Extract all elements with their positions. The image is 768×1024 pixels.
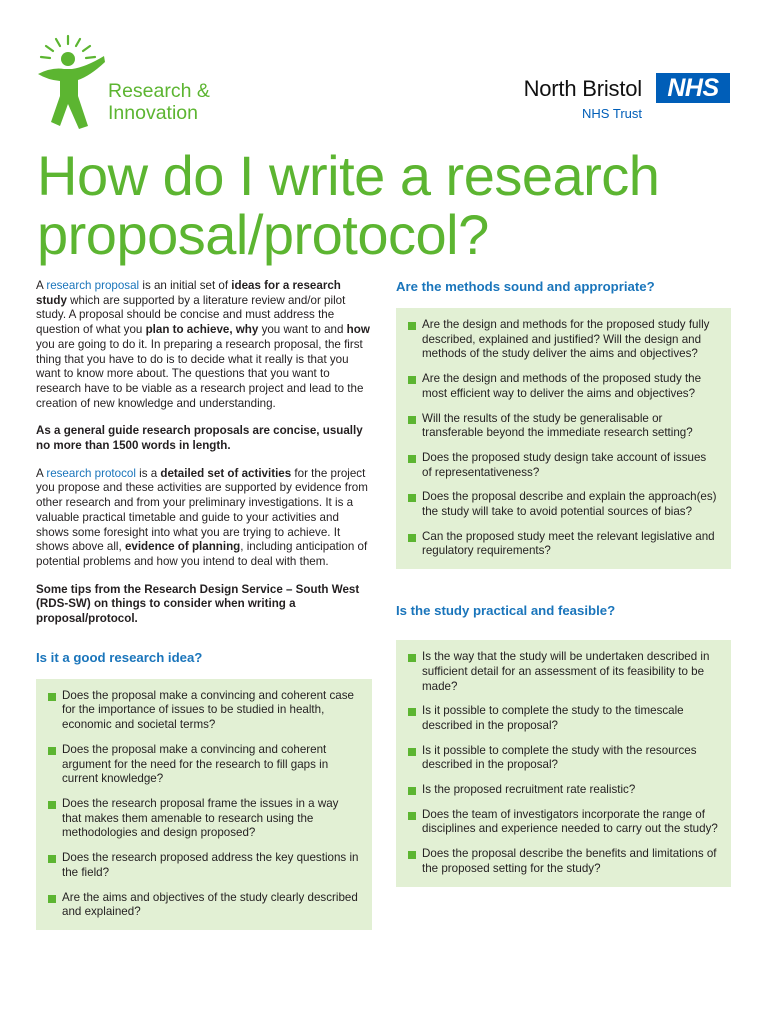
logo-text-line1: Research & <box>108 80 210 102</box>
list-item <box>408 530 719 559</box>
list-item-text: Are the design and methods for the proposed study fully described, explained and justified? Will the design and methods of the study deliver the aims and objectives? <box>422 318 710 361</box>
org-name: North Bristol <box>523 76 642 101</box>
page-title <box>37 146 737 264</box>
intro-paragraph-tips: Some tips from the Research Design Service – South West (RDS-SW) on things to consider when writing a proposal/protocol. <box>36 582 360 626</box>
emphasis-text: detailed set of activities <box>160 466 292 480</box>
list-item <box>408 704 719 733</box>
body-text: you want to and <box>258 323 347 337</box>
org-subtitle: NHS Trust <box>582 106 642 121</box>
square-bullet-icon <box>408 654 416 662</box>
section-heading-practical: Is the study practical and feasible? <box>396 603 616 619</box>
person-figure-icon <box>34 34 106 130</box>
body-text: , including anticipation of potential problems and how you intend to deal with them. <box>36 540 368 568</box>
square-bullet-icon <box>408 851 416 859</box>
list-item-text: Does the proposal describe and explain the approach(es) the study will take to avoid potential sources of bias? <box>422 490 717 519</box>
list-item-text: Are the aims and objectives of the study clearly described and explained? <box>62 890 358 919</box>
body-text: A <box>36 279 47 292</box>
list-item <box>408 318 719 362</box>
section-heading-good-idea: Is it a good research idea? <box>36 649 203 665</box>
intro-paragraph-proposal <box>36 279 372 411</box>
list-item <box>408 372 719 401</box>
list-item-text: Are the design and methods of the proposed study the most efficient way to deliver the aims and objectives? <box>422 372 702 400</box>
emphasis-text: plan to achieve, why <box>145 323 259 337</box>
list-item <box>48 891 360 920</box>
square-bullet-icon <box>408 376 416 384</box>
list-item-text: Does the proposal make a convincing and coherent case for the importance of issues to be studied in health, economic and societal terms? <box>62 688 354 732</box>
nhs-trust-logo <box>490 72 730 124</box>
list-item-text: Does the proposal make a convincing and coherent argument for the need for the research to fill gaps in current knowledge? <box>62 742 329 786</box>
emphasis-text: how <box>346 323 370 337</box>
list-item-text: Is the way that the study will be undertaken described in sufficient detail for an assessment of its feasibility to be made? <box>422 650 710 693</box>
square-bullet-icon <box>48 693 56 701</box>
list-item <box>48 689 360 733</box>
body-text: is a <box>135 466 161 480</box>
square-bullet-icon <box>408 708 416 716</box>
body-text: A <box>36 466 47 480</box>
intro-paragraph-length: As a general guide research proposals are concise, usually no more than 1500 words in length. <box>36 424 363 453</box>
square-bullet-icon <box>408 455 416 463</box>
body-text: which are supported by a literature review and/or pilot study. A proposal should be concise and must address the question of what you <box>36 293 346 337</box>
square-bullet-icon <box>48 747 56 755</box>
nhs-badge: NHS <box>656 73 730 103</box>
section-heading-methods: Are the methods sound and appropriate? <box>396 279 655 294</box>
list-item-text: Can the proposed study meet the relevant legislative and regulatory requirements? <box>422 529 715 558</box>
good-idea-box <box>36 679 372 930</box>
list-item <box>408 744 719 773</box>
term-highlight: research protocol <box>46 466 136 480</box>
good-idea-list <box>48 689 360 920</box>
left-column <box>36 279 372 930</box>
list-item <box>408 808 719 837</box>
list-item-text: Will the results of the study be generalisable or transferable beyond the immediate research setting? <box>422 411 693 440</box>
square-bullet-icon <box>408 416 416 424</box>
square-bullet-icon <box>408 494 416 502</box>
methods-list <box>408 318 719 559</box>
square-bullet-icon <box>408 534 416 542</box>
square-bullet-icon <box>408 787 416 795</box>
body-text: is an initial set of <box>139 279 232 292</box>
right-column <box>396 279 731 887</box>
practical-box <box>396 640 731 886</box>
list-item <box>408 847 719 876</box>
body-text: you are going to do it. In preparing a research proposal, the first thing that you have to do is to decide what it really is that you want to know more about. The questions that you want to research have to be viable as a research project and lead to the creation of new knowledge and understanding. <box>36 337 364 410</box>
list-item <box>48 797 360 841</box>
logo-text <box>108 80 210 124</box>
intro-paragraph-protocol <box>36 467 372 570</box>
list-item-text: Does the research proposal frame the issues in a way that makes them amenable to research using the methodologies and design proposed? <box>62 796 339 840</box>
list-item-text: Is it possible to complete the study to the timescale described in the proposal? <box>422 704 684 732</box>
list-item <box>408 451 719 480</box>
title-line2: proposal/protocol? <box>37 203 489 266</box>
square-bullet-icon <box>48 855 56 863</box>
list-item <box>408 650 719 694</box>
list-item-text: Does the proposal describe the benefits and limitations of the proposed setting for the study? <box>422 847 717 875</box>
logo-text-line2: Innovation <box>108 102 198 124</box>
list-item-text: Does the team of investigators incorporate the range of disciplines and experience needed to carry out the study? <box>422 807 718 836</box>
emphasis-text: evidence of planning <box>124 540 241 554</box>
emphasis-text: ideas for a research study <box>36 279 341 307</box>
term-highlight: research proposal <box>46 279 140 292</box>
list-item <box>408 783 719 798</box>
list-item-text: Does the proposed study design take account of issues of representativeness? <box>422 450 707 479</box>
list-item-text: Is it possible to complete the study with the resources described in the proposal? <box>422 743 697 772</box>
methods-box <box>396 308 731 569</box>
square-bullet-icon <box>48 895 56 903</box>
list-item-text: Is the proposed recruitment rate realistic? <box>422 783 636 797</box>
list-item-text: Does the research proposed address the key questions in the field? <box>62 851 359 879</box>
square-bullet-icon <box>408 748 416 756</box>
list-item <box>408 412 719 441</box>
practical-list <box>408 650 719 876</box>
body-text: for the project you propose and these activities are supported by evidence from other research and from your preliminary investigations. It is a valuable practical timetable and guide to your activities and shows some foresight into what you are trying to achieve. It shows above all, <box>36 466 368 554</box>
list-item <box>48 743 360 787</box>
list-item <box>48 851 360 880</box>
square-bullet-icon <box>408 322 416 330</box>
list-item <box>408 490 719 519</box>
square-bullet-icon <box>48 801 56 809</box>
square-bullet-icon <box>408 812 416 820</box>
research-innovation-logo <box>34 34 234 134</box>
title-line1: How do I write a research <box>37 144 660 207</box>
